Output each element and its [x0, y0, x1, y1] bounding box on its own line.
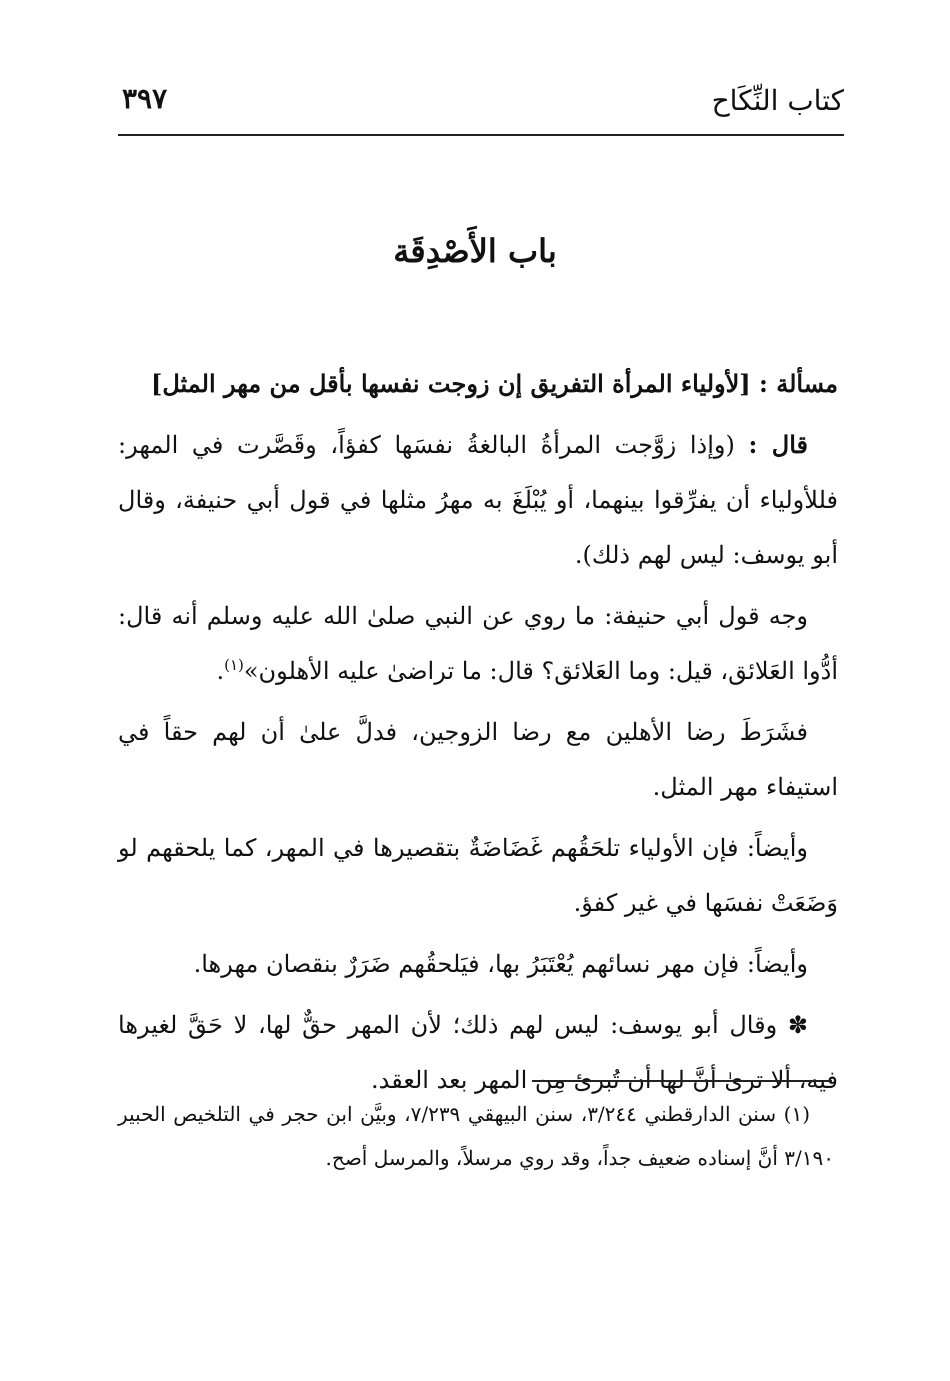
running-title: كتاب النِّكَاح	[711, 84, 844, 117]
asterisk-marker: ✽	[787, 1011, 808, 1039]
quote-label: قال :	[748, 430, 809, 459]
quoted-text	[118, 417, 838, 583]
main-text	[118, 356, 838, 1114]
paragraph-1-text: وجه قول أبي حنيفة: ما روي عن النبي صلىٰ الله عليه وسلم أنه قال: أدُّوا العَلائق، قيل: وما العَلائق؟ قال: ما تراضىٰ عليه الأهلون»	[118, 602, 838, 685]
footnote-1: (١) سنن الدارقطني ٣/٢٤٤، سنن البيهقي ٧/٢٣٩، وبيَّن ابن حجر في التلخيص الحبير ٣/١٩٠ أنَّ إسناده ضعيف جداً، وقد روي مرسلاً، والمرسل أصح.	[118, 1102, 834, 1170]
footnote-separator	[532, 1080, 832, 1082]
paragraph-3: وأيضاً: فإن الأولياء تلحَقُهم غَضَاضَةٌ بتقصيرها في المهر، كما يلحقهم لو وَضَعَتْ نفسَها في غير كفؤ.	[118, 834, 838, 917]
page-number: ٣٩٧	[122, 82, 168, 115]
quote-body: (وإذا زوَّجت المرأةُ البالغةُ نفسَها كفؤاً، وقَصَّرت في المهر: فللأولياء أن يفرِّقوا بينهما، أو يُبْلَغَ به مهرُ مثلها في قول أبي حنيفة، وقال أبو يوسف: ليس لهم ذلك).	[118, 431, 838, 569]
paragraph-4: وأيضاً: فإن مهر نسائهم يُعْتَبَرُ بها، فيَلحقُهم ضَرَرٌ بنقصان مهرها.	[193, 950, 808, 978]
paragraph-5-text: وقال أبو يوسف: ليس لهم ذلك؛ لأن المهر حقٌّ لها، لا حَقَّ لغيرها فيه، ألا ترىٰ أنَّ لها أن تُبرئ مِن المهر بعد العقد.	[118, 1011, 838, 1094]
issue-heading	[118, 356, 838, 411]
paragraph-1-end: .	[216, 657, 225, 685]
issue-label: مسألة :	[759, 369, 838, 398]
paragraph-2: فشَرَطَ رضا الأهلين مع رضا الزوجين، فدلَّ علىٰ أن لهم حقاً في استيفاء مهر المثل.	[118, 718, 838, 801]
paragraph-1	[118, 589, 838, 699]
issue-title: [لأولياء المرأة التفريق إن زوجت نفسها بأقل من مهر المثل]	[150, 369, 751, 398]
footnotes	[118, 1092, 834, 1180]
footnote-reference[interactable]: (١)	[224, 656, 244, 674]
chapter-title: باب الأَصْدِقَة	[393, 232, 557, 270]
running-header	[118, 78, 844, 136]
